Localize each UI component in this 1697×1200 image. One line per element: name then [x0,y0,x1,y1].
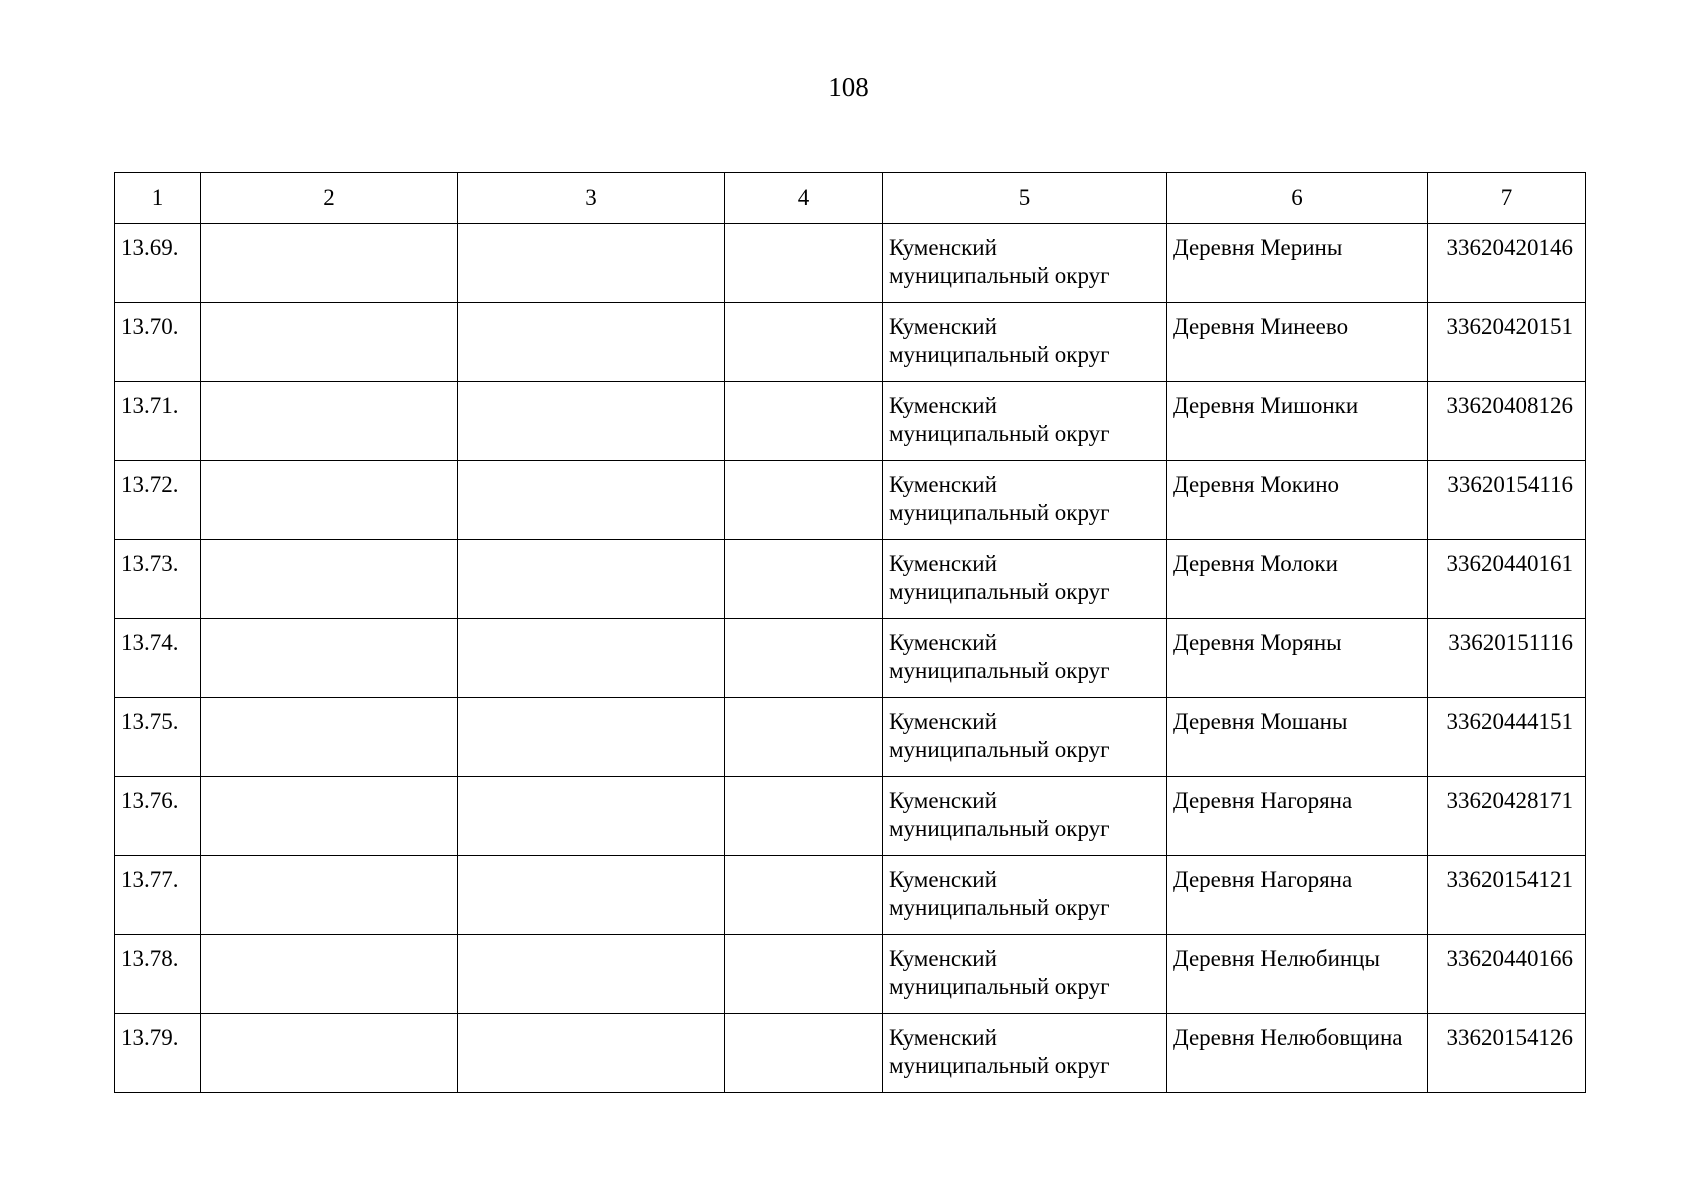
empty-cell [725,698,883,777]
empty-cell [201,777,458,856]
table-row [115,698,1586,777]
empty-cell [458,303,725,382]
settlement-cell: Деревня Мерины [1167,224,1428,303]
district-cell [883,935,1167,1014]
empty-cell [725,619,883,698]
table-header [115,173,1586,224]
row-number-cell: 13.70. [115,303,201,382]
empty-cell [725,540,883,619]
row-number-cell: 13.79. [115,1014,201,1093]
table-body [115,224,1586,1093]
oktmo-code-cell: 33620154126 [1428,1014,1586,1093]
column-header-7: 7 [1428,173,1586,224]
district-line: муниципальный округ [889,579,1110,604]
empty-cell [458,224,725,303]
oktmo-code-cell: 33620440166 [1428,935,1586,1014]
district-line: Куменский [889,709,997,734]
table-row [115,777,1586,856]
table-row [115,540,1586,619]
empty-cell [458,698,725,777]
empty-cell [201,1014,458,1093]
row-number-cell: 13.77. [115,856,201,935]
empty-cell [725,777,883,856]
oktmo-code-cell: 33620151116 [1428,619,1586,698]
empty-cell [201,303,458,382]
column-header-6: 6 [1167,173,1428,224]
table-row [115,1014,1586,1093]
district-line: Куменский [889,1025,997,1050]
district-line: муниципальный округ [889,421,1110,446]
table-row [115,303,1586,382]
settlement-cell: Деревня Нелюбовщина [1167,1014,1428,1093]
district-line: муниципальный округ [889,816,1110,841]
district-cell [883,303,1167,382]
empty-cell [725,382,883,461]
empty-cell [201,698,458,777]
row-number-cell: 13.74. [115,619,201,698]
registry-table [114,172,1586,1093]
district-cell [883,777,1167,856]
settlement-cell: Деревня Нелюбинцы [1167,935,1428,1014]
empty-cell [725,303,883,382]
column-header-4: 4 [725,173,883,224]
district-line: муниципальный округ [889,500,1110,525]
settlement-cell: Деревня Нагоряна [1167,777,1428,856]
oktmo-code-cell: 33620408126 [1428,382,1586,461]
settlement-cell: Деревня Мошаны [1167,698,1428,777]
empty-cell [725,935,883,1014]
row-number-cell: 13.73. [115,540,201,619]
district-line: Куменский [889,788,997,813]
district-cell [883,619,1167,698]
row-number-cell: 13.75. [115,698,201,777]
empty-cell [725,856,883,935]
empty-cell [458,1014,725,1093]
district-line: муниципальный округ [889,342,1110,367]
empty-cell [458,619,725,698]
table-row [115,619,1586,698]
column-header-2: 2 [201,173,458,224]
oktmo-code-cell: 33620154121 [1428,856,1586,935]
empty-cell [201,461,458,540]
settlement-cell: Деревня Мокино [1167,461,1428,540]
empty-cell [201,224,458,303]
empty-cell [201,856,458,935]
table-row [115,935,1586,1014]
district-cell [883,1014,1167,1093]
district-cell [883,698,1167,777]
oktmo-code-cell: 33620420146 [1428,224,1586,303]
empty-cell [458,856,725,935]
district-line: Куменский [889,867,997,892]
empty-cell [725,1014,883,1093]
district-line: муниципальный округ [889,658,1110,683]
empty-cell [458,935,725,1014]
district-line: Куменский [889,551,997,576]
empty-cell [201,619,458,698]
oktmo-code-cell: 33620154116 [1428,461,1586,540]
district-line: Куменский [889,314,997,339]
empty-cell [201,935,458,1014]
settlement-cell: Деревня Нагоряна [1167,856,1428,935]
district-cell [883,856,1167,935]
district-cell [883,540,1167,619]
district-line: муниципальный округ [889,895,1110,920]
district-cell [883,461,1167,540]
district-line: Куменский [889,630,997,655]
empty-cell [458,777,725,856]
page-number: 108 [828,72,869,102]
empty-cell [458,461,725,540]
district-line: муниципальный округ [889,263,1110,288]
row-number-cell: 13.71. [115,382,201,461]
row-number-cell: 13.76. [115,777,201,856]
district-line: Куменский [889,946,997,971]
oktmo-code-cell: 33620440161 [1428,540,1586,619]
empty-cell [725,224,883,303]
oktmo-code-cell: 33620420151 [1428,303,1586,382]
row-number-cell: 13.69. [115,224,201,303]
settlement-cell: Деревня Молоки [1167,540,1428,619]
district-cell [883,224,1167,303]
column-header-1: 1 [115,173,201,224]
district-line: муниципальный округ [889,737,1110,762]
settlement-cell: Деревня Моряны [1167,619,1428,698]
table-row [115,461,1586,540]
row-number-cell: 13.78. [115,935,201,1014]
district-cell [883,382,1167,461]
empty-cell [201,540,458,619]
oktmo-code-cell: 33620444151 [1428,698,1586,777]
oktmo-code-cell: 33620428171 [1428,777,1586,856]
district-line: муниципальный округ [889,974,1110,999]
empty-cell [458,540,725,619]
settlement-cell: Деревня Минеево [1167,303,1428,382]
column-header-3: 3 [458,173,725,224]
settlement-cell: Деревня Мишонки [1167,382,1428,461]
empty-cell [725,461,883,540]
table-row [115,224,1586,303]
header-row [115,173,1586,224]
row-number-cell: 13.72. [115,461,201,540]
empty-cell [458,382,725,461]
district-line: муниципальный округ [889,1053,1110,1078]
table-row [115,382,1586,461]
district-line: Куменский [889,235,997,260]
empty-cell [201,382,458,461]
table-row [115,856,1586,935]
district-line: Куменский [889,472,997,497]
district-line: Куменский [889,393,997,418]
column-header-5: 5 [883,173,1167,224]
